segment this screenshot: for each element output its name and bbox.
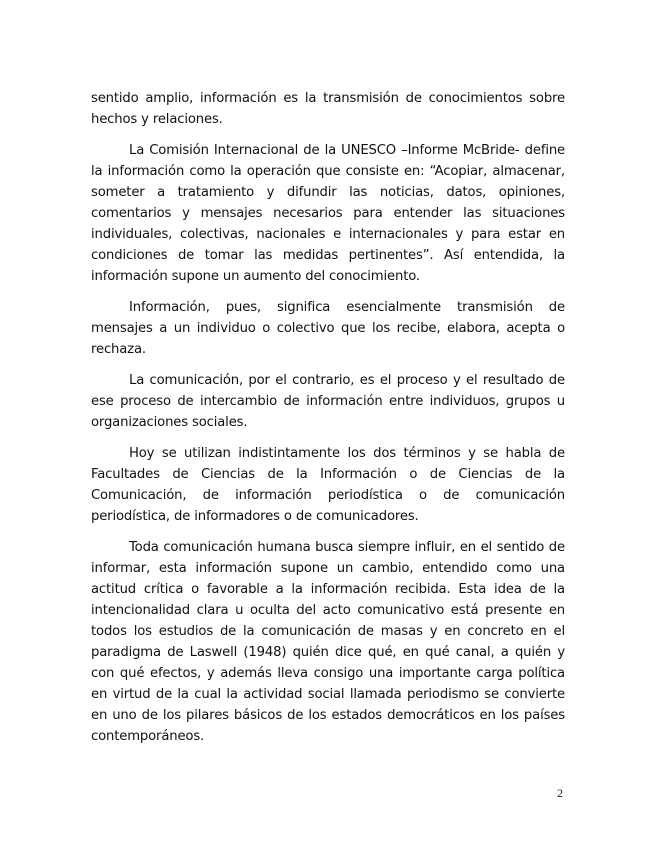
paragraph-4: La comunicación, por el contrario, es el proceso y el resultado de ese proceso de intercambio de información entre individuos, grupos u organizaciones sociales. — [91, 373, 565, 430]
paragraph-5: Hoy se utilizan indistintamente los dos términos y se habla de Facultades de Ciencias de la Información o de Ciencias de la Comunicación, de información periodística o de comunicación periodística, de informadores o de comunicadores. — [91, 446, 565, 524]
page-number: 2 — [557, 786, 563, 800]
paragraph-3: Información, pues, significa esencialmente transmisión de mensajes a un individuo o colectivo que los recibe, elabora, acepta o rechaza. — [91, 300, 565, 357]
paragraph-6: Toda comunicación humana busca siempre influir, en el sentido de informar, esta información supone un cambio, entendido como una actitud crítica o favorable a la información recibida. Esta idea de la intencionalidad clara u oculta del acto comunicativo está presente en todos los estudios de la comunicación de masas y en concreto en el paradigma de Laswell (1948) quién dice qué, en qué canal, a quién y con qué efectos, y además lleva consigo una importante carga política en virtud de la cual la actividad social llamada periodismo se convierte en uno de los pilares básicos de los estados democráticos en los países contemporáneos. — [91, 540, 565, 744]
paragraph-2: La Comisión Internacional de la UNESCO –Informe McBride- define la información como la operación que consiste en: “Acopiar, almacenar, someter a tratamiento y difundir las noticias, datos, opiniones, comentarios y mensajes necesarios para entender las situaciones individuales, colectivas, nacionales e internacionales y para estar en condiciones de tomar las medidas pertinentes”. Así entendida, la información supone un aumento del conocimiento. — [91, 143, 565, 284]
paragraph-1: sentido amplio, información es la transmisión de conocimientos sobre hechos y relaciones. — [91, 91, 565, 127]
page-body — [91, 88, 565, 757]
